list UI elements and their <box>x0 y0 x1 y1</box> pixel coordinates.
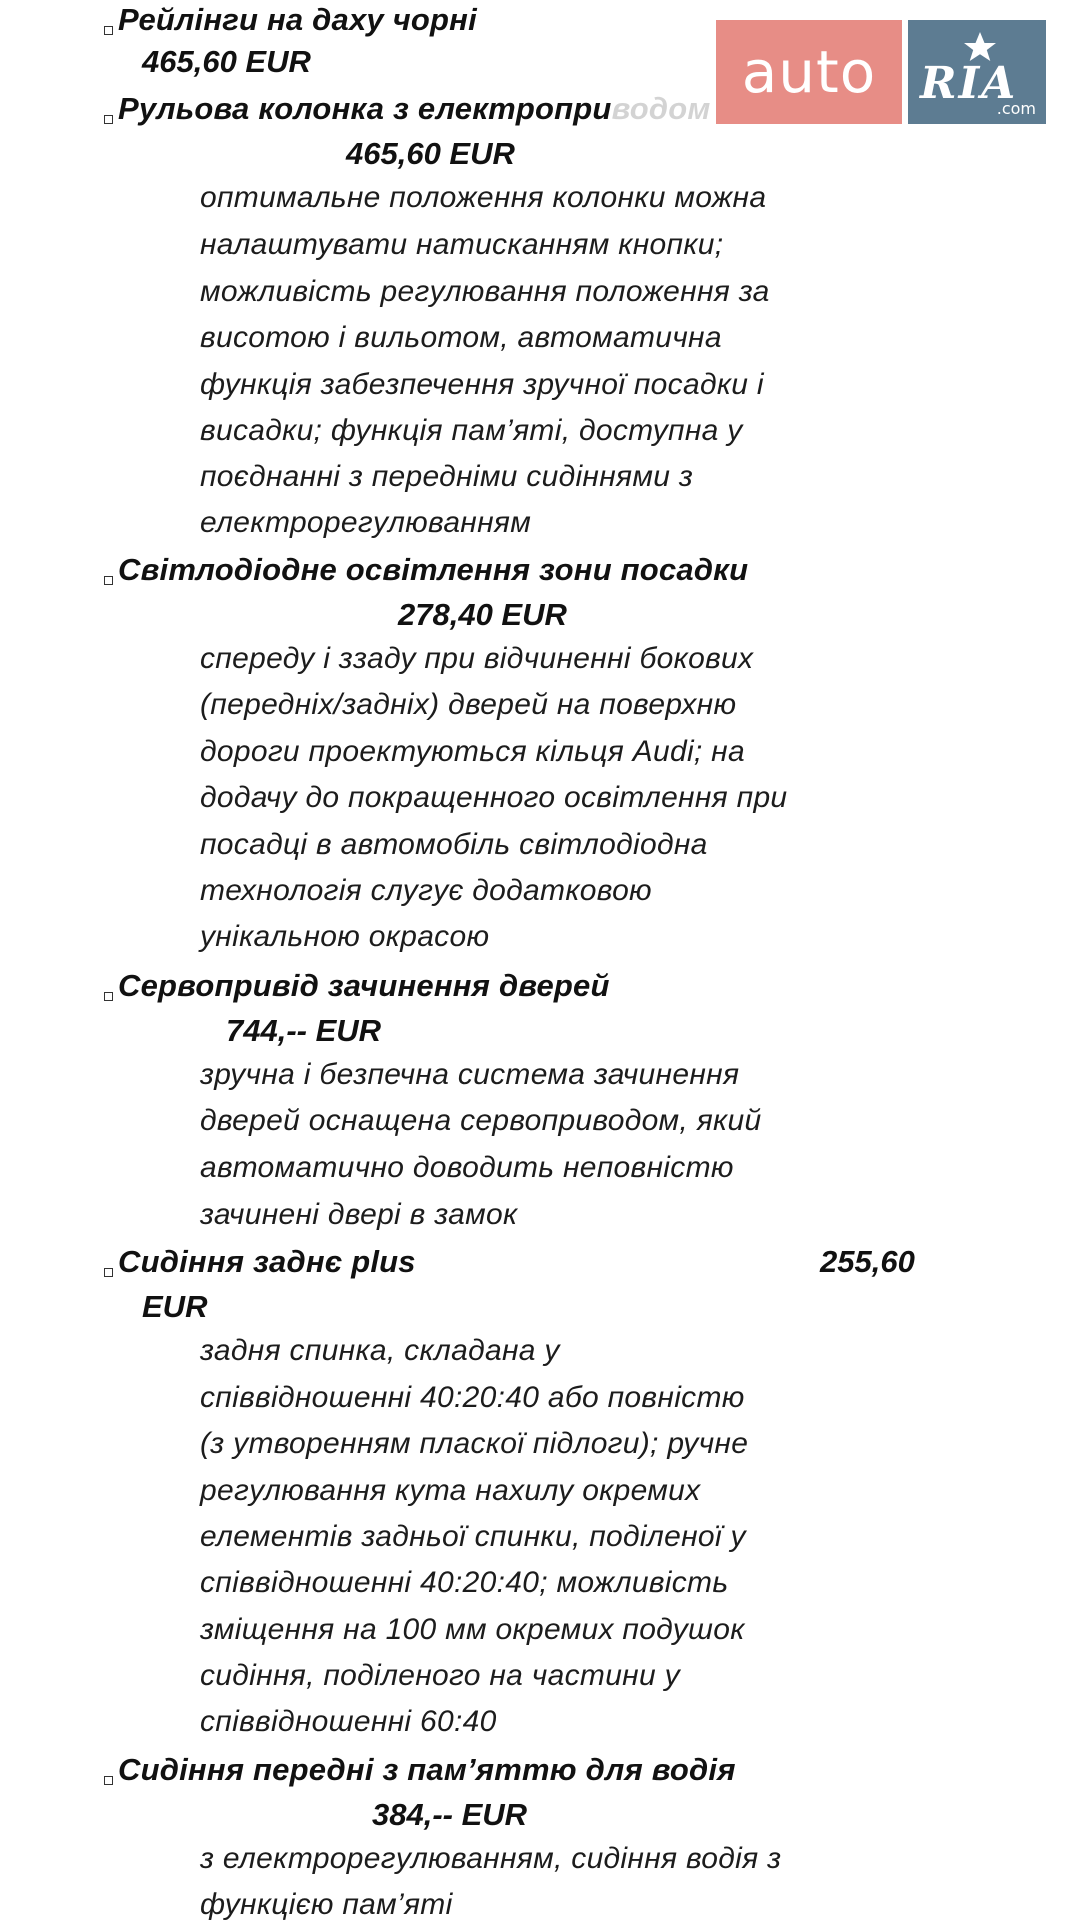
option-description-line: співвідношенні 60:40 <box>200 1705 497 1738</box>
option-description-line: висадки; функція пам’яті, доступна у <box>200 414 743 447</box>
bullet-icon <box>104 115 113 124</box>
option-price: 255,60 <box>820 1244 915 1279</box>
option-description-line: регулювання кута нахилу окремих <box>200 1474 701 1507</box>
option-description-line: елементів задньої спинки, поділеної у <box>200 1520 746 1553</box>
option-description-line: додачу до покращенного освітлення при <box>200 781 788 814</box>
option-description-line: співвідношенні 40:20:40; можливість <box>200 1566 729 1599</box>
auto-logo <box>716 20 902 124</box>
option-description-line: спереду і ззаду при відчиненні бокових <box>200 642 754 675</box>
option-description-line: функція забезпечення зручної посадки і <box>200 368 764 401</box>
option-description-line: автоматично доводить неповністю <box>200 1151 734 1184</box>
option-title: Сервопривід зачинення дверей <box>118 968 610 1003</box>
option-price-currency: EUR <box>142 1289 208 1324</box>
option-description-line: з електрорегулюванням, сидіння водія з <box>200 1842 782 1875</box>
bullet-icon <box>104 992 113 1001</box>
option-description-line: (передніх/задніх) дверей на поверхню <box>200 688 737 721</box>
option-description-line: технологія слугує додатковою <box>200 874 652 907</box>
option-description-line: співвідношенні 40:20:40 або повністю <box>200 1381 745 1414</box>
option-title: Рейлінги на даху чорні <box>118 2 477 37</box>
option-title: Рульова колонка з електроприводом <box>118 91 711 126</box>
option-description-line: сидіння, поділеного на частини у <box>200 1659 680 1692</box>
option-title: Сидіння заднє plus <box>118 1244 416 1279</box>
option-description-line: висотою і вильотом, автоматична <box>200 321 722 354</box>
option-description-line: електрорегулюванням <box>200 506 532 539</box>
logo-com-text: .com <box>996 99 1036 118</box>
option-description-line: (з утворенням пласкої підлоги); ручне <box>200 1427 749 1460</box>
option-description-line: оптимальне положення колонки можна <box>200 181 767 214</box>
option-description-line: функцією пам’яті <box>200 1888 453 1921</box>
option-description-line: поєднанні з передніми сидіннями з <box>200 460 694 493</box>
bullet-icon <box>104 1268 113 1277</box>
ria-logo <box>908 20 1046 124</box>
option-price: 744,-- EUR <box>226 1013 382 1048</box>
option-description-line: унікальною окрасою <box>200 920 490 953</box>
option-price: 278,40 EUR <box>398 597 567 632</box>
option-title: Світлодіодне освітлення зони посадки <box>118 552 749 587</box>
option-description-line: налаштувати натисканням кнопки; <box>200 228 724 261</box>
option-description-line: задня спинка, складана у <box>200 1334 560 1367</box>
option-description-line: посадці в автомобіль світлодіодна <box>200 828 708 861</box>
option-description-line: дороги проектуються кільця Audi; на <box>200 735 745 768</box>
option-title: Сидіння передні з пам’яттю для водія <box>118 1752 736 1787</box>
logo-auto-text: auto <box>741 38 877 106</box>
option-description-line: дверей оснащена сервоприводом, який <box>200 1104 762 1137</box>
bullet-icon <box>104 1776 113 1785</box>
option-description-line: зміщення на 100 мм окремих подушок <box>200 1613 745 1646</box>
option-description-line: можливість регулювання положення за <box>200 275 770 308</box>
option-price: 384,-- EUR <box>372 1797 528 1832</box>
bullet-icon <box>104 26 113 35</box>
option-price: 465,60 EUR <box>142 44 311 79</box>
bullet-icon <box>104 576 113 585</box>
option-price: 465,60 EUR <box>346 136 515 171</box>
option-description-line: зачинені двері в замок <box>200 1198 518 1231</box>
logo-ria-text: RIA <box>920 58 1018 109</box>
option-description-line: зручна і безпечна система зачинення <box>200 1058 740 1091</box>
